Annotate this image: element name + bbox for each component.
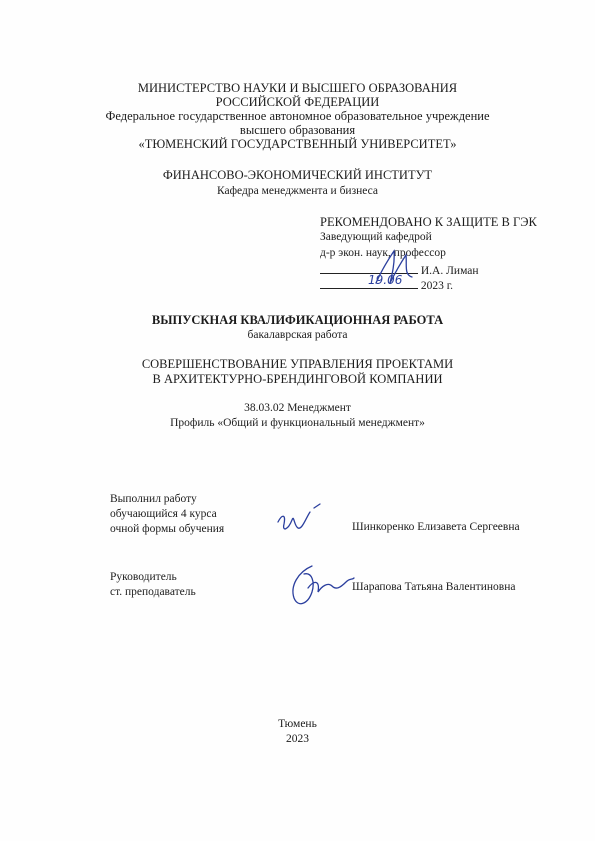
topic-line-1: СОВЕРШЕНСТВОВАНИЕ УПРАВЛЕНИЯ ПРОЕКТАМИ — [141, 357, 454, 371]
institution-line-1: Федеральное государственное автономное образовательное учреждение — [105, 109, 490, 123]
author-label-1: Выполнил работу — [110, 493, 197, 505]
institute-name: ФИНАНСОВО-ЭКОНОМИЧЕСКИЙ ИНСТИТУТ — [162, 168, 433, 182]
specialty-code: 38.03.02 Менеджмент — [244, 402, 351, 414]
university-name: «ТЮМЕНСКИЙ ГОСУДАРСТВЕННЫЙ УНИВЕРСИТЕТ» — [138, 137, 457, 151]
ministry-line-2: РОССИЙСКОЙ ФЕДЕРАЦИИ — [215, 95, 380, 109]
supervisor-signature-image — [282, 558, 358, 618]
author-label-3: очной формы обучения — [110, 523, 225, 535]
footer-year: 2023 — [286, 733, 309, 745]
handwritten-date: 19.06 — [368, 273, 403, 287]
topic-line-2: В АРХИТЕКТУРНО-БРЕНДИНГОВОЙ КОМПАНИИ — [152, 372, 443, 386]
department-name: Кафедра менеджмента и бизнеса — [216, 185, 379, 197]
author-name: Шинкоренко Елизавета Сергеевна — [352, 521, 520, 533]
approval-year: 2023 г. — [420, 280, 454, 292]
work-subtype: бакалаврская работа — [247, 329, 348, 341]
author-signature-image — [272, 500, 332, 540]
approval-position: Заведующий кафедрой — [320, 231, 432, 243]
approval-title: РЕКОМЕНДОВАНО К ЗАЩИТЕ В ГЭК — [320, 215, 537, 229]
footer-city: Тюмень — [278, 718, 317, 730]
approval-degree: д-р экон. наук, профессор — [320, 247, 446, 259]
profile: Профиль «Общий и функциональный менеджмент» — [170, 417, 425, 429]
ministry-line-1: МИНИСТЕРСТВО НАУКИ И ВЫСШЕГО ОБРАЗОВАНИЯ — [137, 81, 458, 95]
head-name: И.А. Лиман — [420, 265, 479, 277]
supervisor-name: Шарапова Татьяна Валентиновна — [352, 581, 516, 593]
head-signature-image — [368, 245, 428, 290]
author-label-2: обучающийся 4 курса — [110, 508, 217, 520]
supervisor-label-2: ст. преподаватель — [110, 586, 196, 598]
supervisor-label-1: Руководитель — [110, 571, 177, 583]
institution-line-2: высшего образования — [239, 123, 356, 137]
work-type: ВЫПУСКНАЯ КВАЛИФИКАЦИОННАЯ РАБОТА — [151, 313, 444, 327]
